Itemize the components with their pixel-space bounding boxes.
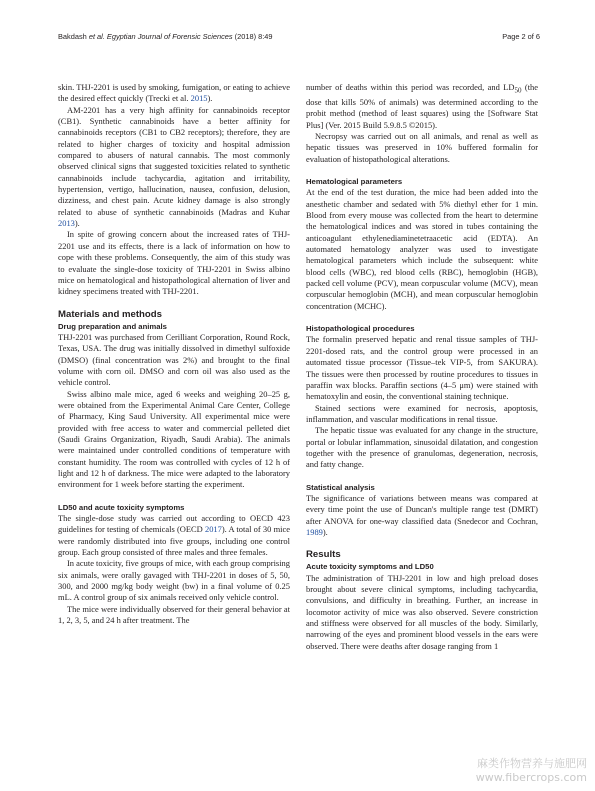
paragraph-text: The significance of variations between means was compared at every time point the use of Duncan's multiple range test (DMRT) after ANOVA for one-way classified data (Snedecor and Cochran, bbox=[306, 492, 538, 526]
citation-link[interactable]: 2013 bbox=[58, 218, 75, 229]
watermark-title: 麻类作物营养与施肥网 bbox=[477, 757, 587, 770]
paragraph: At the end of the test duration, the mice had been added into the anesthetic chamber and sedated with 5% diethyl ether for 1 min. Blood from every mouse was collected from the heart to determine the hematological indices and was stored in tubes containing the anticoagulant ethylenediaminetetraacetic acid (EDTA). An automated hematology analyzer was used to investigate hematological parameters which include the subsequent: white blood cells (WBC), red blood cells (RBC), hemoglobin (HGB), packed cell volume (PCV), mean corpuscular volume (MCV), mean corpuscular hemoglobin (MCH), and mean corpuscular hemoglobin concentration (MCHC). bbox=[306, 187, 538, 311]
paragraph bbox=[58, 82, 290, 105]
paragraph: THJ-2201 was purchased from Cerilliant Corporation, Round Rock, Texas, USA. The drug was initially dissolved in dimethyl sulfoxide (DMSO) (final concentration was 2%) and brought to the final volume with corn oil. DMSO and corn oil was also used as the vehicle control. bbox=[58, 331, 290, 388]
subsection-heading: Statistical analysis bbox=[306, 482, 375, 492]
citation-link[interactable]: 1989 bbox=[306, 526, 323, 537]
paragraph bbox=[58, 513, 290, 558]
citation-link[interactable]: 2017 bbox=[204, 524, 222, 535]
paragraph: The hepatic tissue was evaluated for any change in the structure, portal or lobular inflammation, sinusoidal dilatation, and congestion together with the presence of granulomas, degeneration, necrosis, and fatty change. bbox=[306, 425, 538, 470]
section-heading: Results bbox=[306, 549, 341, 561]
paragraph-text: AM-2201 has a very high affinity for cannabinoids receptor (CB1). Synthetic cannabinoids have a better affinity for cannabinoids receptors (CB1 to CB2 receptors); therefore, they are related to higher charges of toxicity and hospital admission compared to abusers of natural cannabis. The most commonly observed clinical signs that suggested toxicities related to synthetic cannabinoids include tachycardia, agitation and irritability, hypertension, vertigo, hallucination, nausea, confusion, delusion, dizziness, and chest pain. Acute kidney damage is also strongly related to abuse of synthetic cannabinoids (Madras and Kuhar bbox=[58, 104, 290, 217]
paragraph-text: skin. THJ-2201 is used by smoking, fumigation, or eating to achieve the desired effect quickly (Trecki et al. bbox=[58, 82, 290, 104]
page-number: Page 2 of 6 bbox=[502, 32, 540, 41]
paragraph-text: number of deaths within this period was recorded, and LD bbox=[306, 82, 515, 92]
paragraph bbox=[306, 493, 538, 538]
paragraph-text: ). A total of 30 mice were randomly distributed into five groups, including one control group. Each group consisted of three males and three females. bbox=[58, 524, 290, 557]
journal-volume: (2018) 8:49 bbox=[232, 32, 273, 41]
subsection-heading: Histopathological procedures bbox=[306, 324, 415, 334]
paragraph: In spite of growing concern about the increased rates of THJ-2201 use and its effects, there is a lack of information on how to cope with these problems. Consequently, the aim of this study was to evaluate the single-dose toxicity of THJ-2201 in Swiss albino mice on hematological and histopathological alternation of liver and kidney specimens treated with THJ-2201. bbox=[58, 229, 290, 297]
subscript: 50 bbox=[514, 86, 522, 95]
right-column bbox=[306, 82, 538, 652]
paragraph: The mice were individually observed for their general behavior at 1, 2, 3, 5, and 24 h after treatment. The bbox=[58, 603, 290, 626]
paragraph: The administration of THJ-2201 in low and high preload doses brought about severe clinical symptoms, including tachycardia, convulsions, and difficulty in breathing. Further, an increase in locomotor activity of mice was also observed. Severe constriction and stiffness were observed for all muscles of the body. Similarly, narrowing of the eyes and prominent blood vessels in the ears were observed. There were deaths after dosage ranging from 1 bbox=[306, 572, 538, 651]
watermark bbox=[476, 757, 587, 785]
section-heading: Materials and methods bbox=[58, 308, 162, 320]
paragraph-text: (the dose that kills 50% of animals) was determined according to the probit method (method of least squares) using the [Software Stat Plus] (Ver. 2015 Build 5.9.8.5 ©2015). bbox=[306, 82, 539, 130]
paragraph-text: ). bbox=[322, 526, 328, 537]
citation-link[interactable]: 2015 bbox=[190, 93, 208, 104]
running-header bbox=[58, 32, 540, 44]
paragraph: Swiss albino male mice, aged 6 weeks and weighing 20–25 g, were obtained from the Experimental Animal Care Center, College of Pharmacy, King Saud University. All experimental mice were provided with free access to water and commercial pelleted diet (Saudi Grains Organization, Riyadh, Saudi Arabia). The animals were maintained under controlled conditions of temperature with constant humidity. The room was controlled with cycles of 12 h of light and 12 h of darkness. The mice were adapted to the laboratory environment for 1 week before starting the experiment. bbox=[58, 388, 290, 490]
subsection-heading: Acute toxicity symptoms and LD50 bbox=[306, 562, 434, 572]
paragraph-text: The single-dose study was carried out according to OECD 423 guidelines for testing of chemicals (OECD bbox=[58, 512, 290, 535]
paragraph bbox=[306, 82, 538, 131]
paragraph-text: ). bbox=[74, 218, 80, 229]
left-column bbox=[58, 82, 290, 626]
paragraph bbox=[58, 105, 290, 230]
author-name: Bakdash bbox=[58, 32, 89, 41]
subsection-heading: LD50 and acute toxicity symptoms bbox=[58, 502, 185, 512]
paragraph: The formalin preserved hepatic and renal tissue samples of THJ-2201-dosed rats, and the control group were processed in an automated tissue processor (Tissue–tek VIP-5, from SAKURA). The tissues were then processed by routine procedures to tissues in paraffin wax blocks. Paraffin sections (4–5 μm) were stained with hematoxylin and eosin, the conventional staining technique. bbox=[306, 334, 538, 402]
paragraph-text: ). bbox=[207, 93, 213, 104]
journal-citation bbox=[58, 32, 272, 41]
paragraph: Stained sections were examined for necrosis, apoptosis, inflammation, and vascular modifications in renal tissue. bbox=[306, 402, 538, 424]
paragraph: In acute toxicity, five groups of mice, with each group comprising six animals, were orally gavaged with THJ-2201 in doses of 5, 50, 300, and 2000 mg/kg body weight (bw) in a final volume of 0.25 mL. A control group of six animals received only vehicle control. bbox=[58, 558, 290, 603]
subsection-heading: Hematological parameters bbox=[306, 177, 403, 187]
paragraph: Necropsy was carried out on all animals, and renal as well as hepatic tissues was preserved in 10% buffered formalin for evaluation of histopathological alterations. bbox=[306, 131, 538, 164]
subsection-heading: Drug preparation and animals bbox=[58, 321, 167, 331]
watermark-url: www.fibercrops.com bbox=[475, 771, 587, 784]
journal-name: et al. Egyptian Journal of Forensic Sciences bbox=[88, 32, 233, 41]
